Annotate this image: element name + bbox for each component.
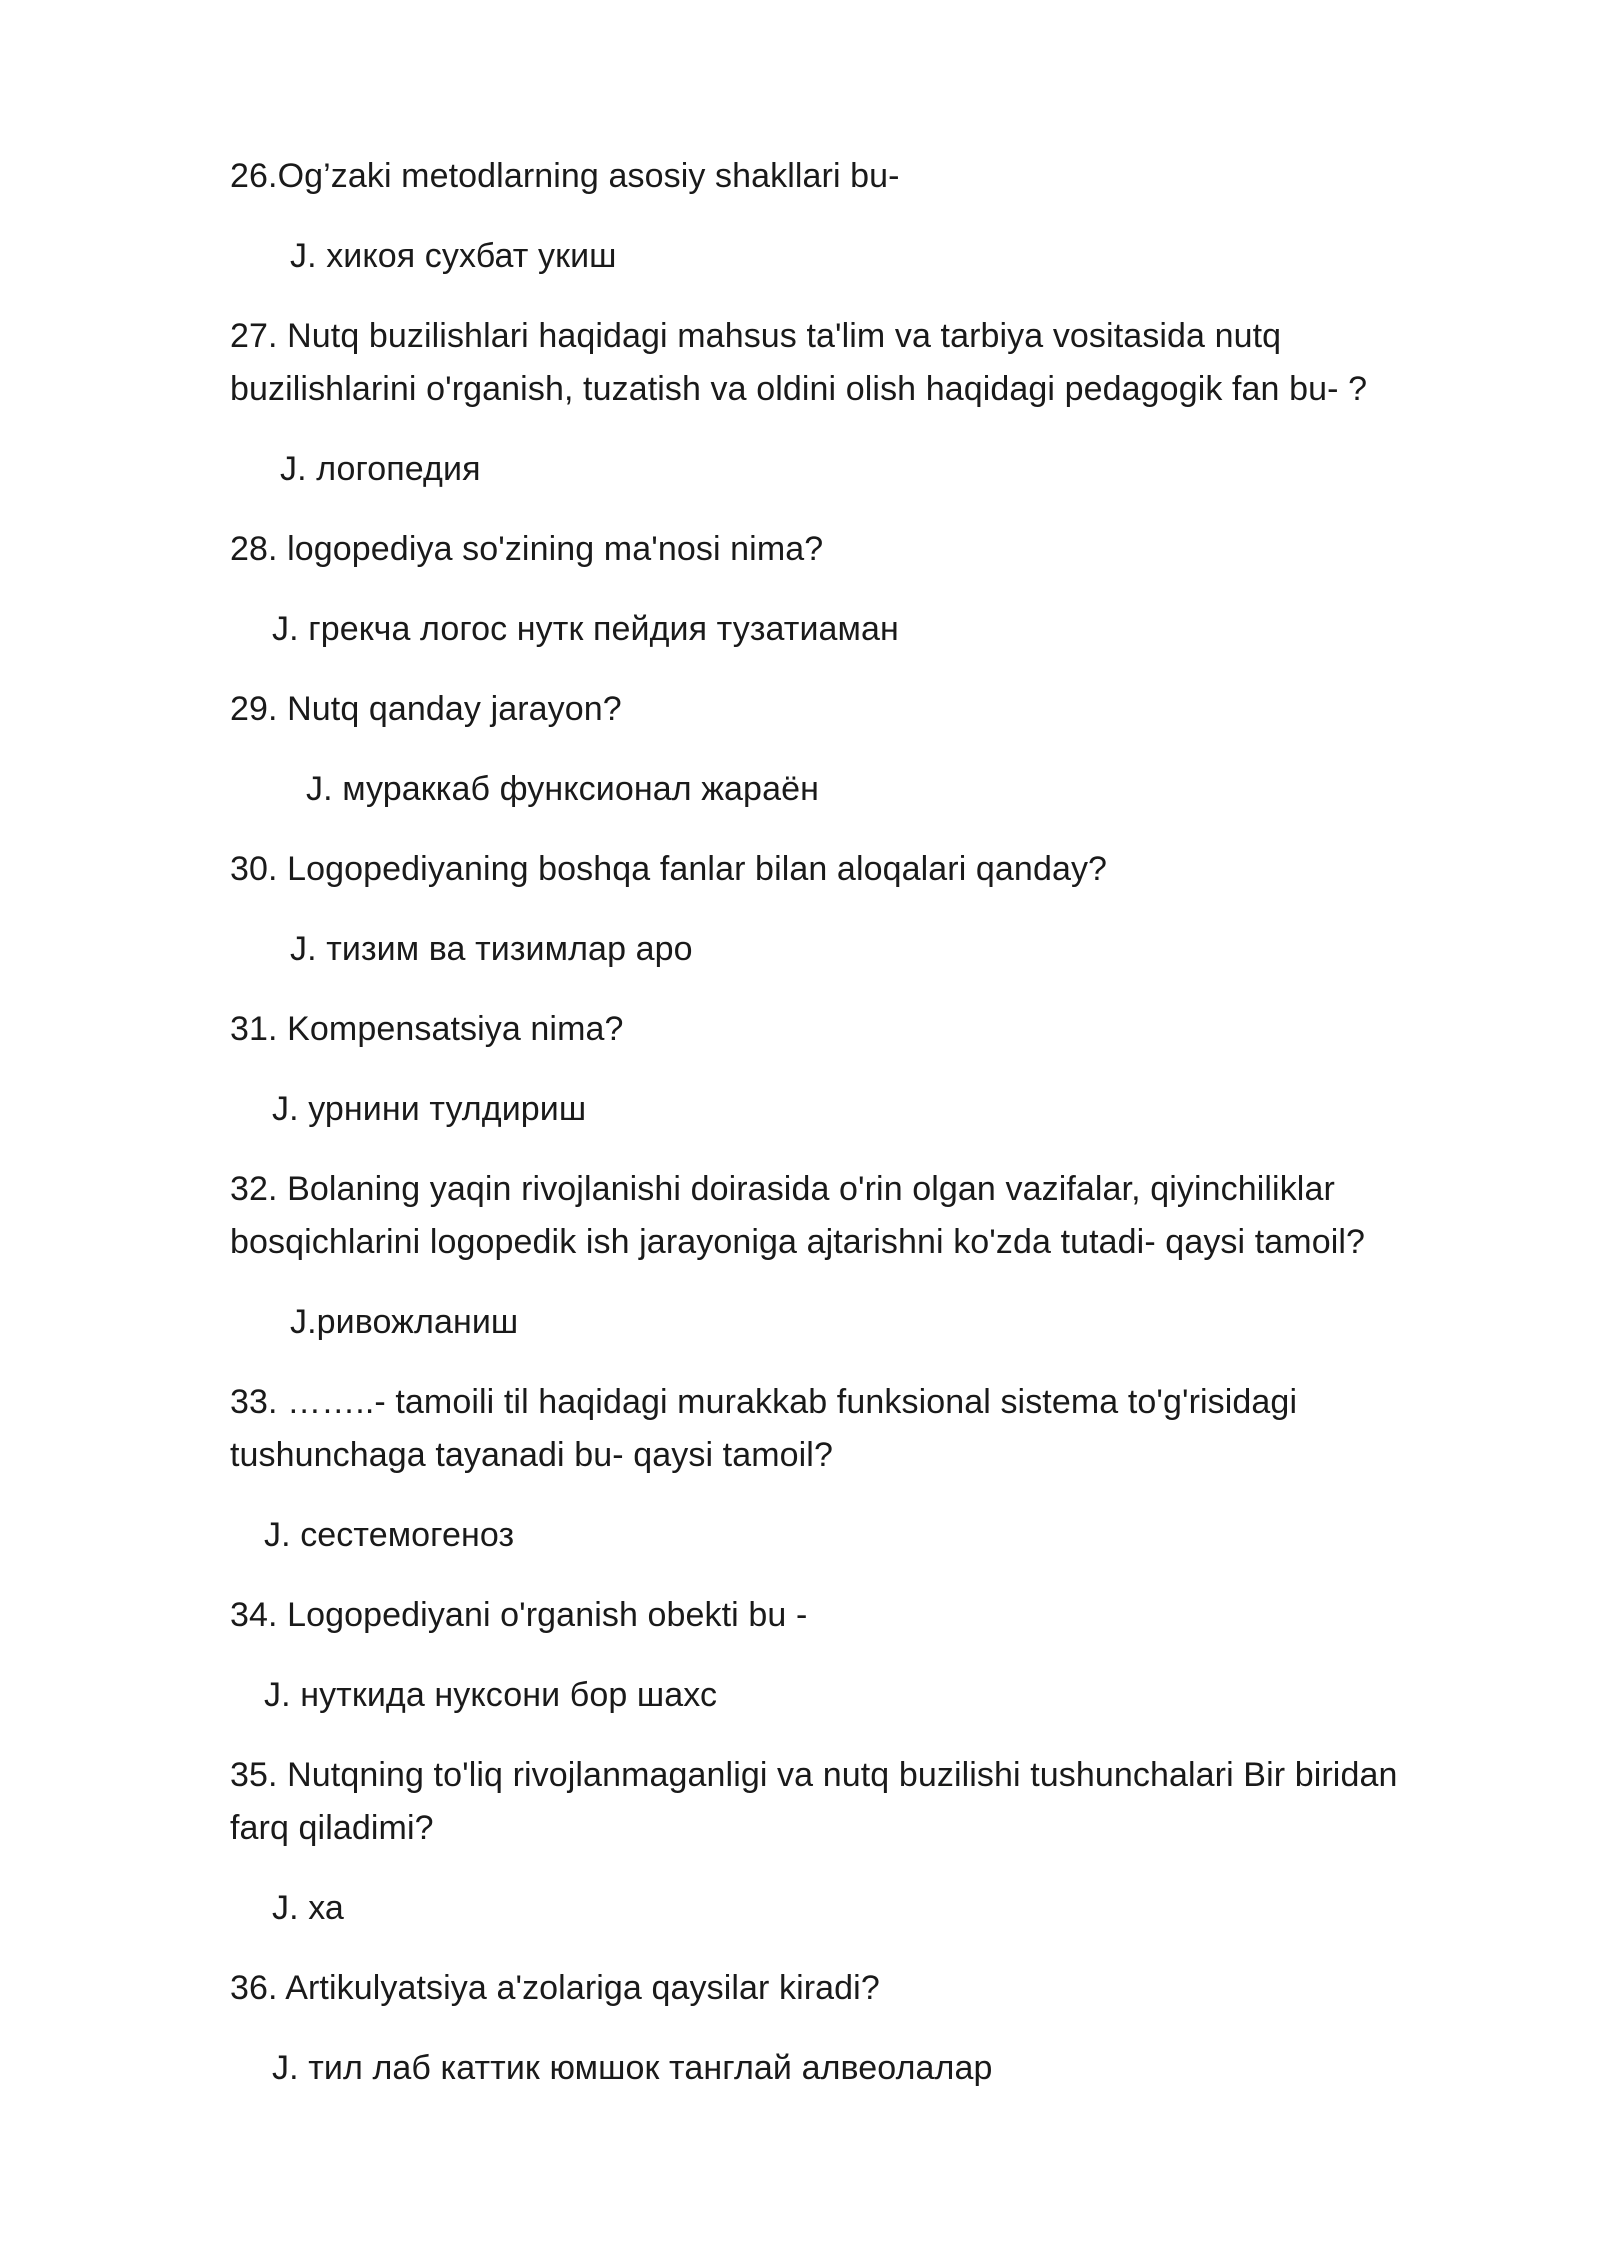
qa-item: [230, 1163, 1450, 1349]
answer-text: J. урнини тулдириш: [272, 1090, 587, 1128]
qa-item: [230, 310, 1450, 496]
answer-text: J. хикоя сухбат укиш: [290, 237, 617, 275]
answer-text: J.ривожланиш: [290, 1303, 519, 1341]
qa-item: [230, 1003, 1450, 1136]
answer-text: J. логопедия: [280, 450, 481, 488]
qa-item: [230, 150, 1450, 283]
question-text: 32. Bolaning yaqin rivojlanishi doirasida o'rin olgan vazifalar, qiyinchiliklar bosqichlarini logopedik ish jarayoniga ajtarishni ko'zda tutadi- qaysi tamoil?: [230, 1170, 1366, 1261]
qa-list: [230, 150, 1450, 2122]
answer-text: J. нуткида нуксони бор шахс: [264, 1676, 718, 1714]
answer-text: J. тизим ва тизимлар аро: [290, 930, 693, 968]
qa-item: [230, 1962, 1450, 2095]
qa-item: [230, 843, 1450, 976]
question-text: 26.Og’zaki metodlarning asosiy shakllari bu-: [230, 157, 900, 195]
qa-item: [230, 1376, 1450, 1562]
answer-text: J. сестемогеноз: [264, 1516, 515, 1554]
question-text: 36. Artikulyatsiya a'zolariga qaysilar kiradi?: [230, 1969, 880, 2007]
qa-item: [230, 1589, 1450, 1722]
answer-text: J. мураккаб функсионал жараён: [306, 770, 819, 808]
question-text: 28. logopediya so'zining ma'nosi nima?: [230, 530, 824, 568]
question-text: 35. Nutqning to'liq rivojlanmaganligi va nutq buzilishi tushunchalari Bir biridan farq qiladimi?: [230, 1756, 1398, 1847]
answer-text: J. тил лаб каттик юмшок танглай алвеолалар: [272, 2049, 993, 2087]
qa-item: [230, 683, 1450, 816]
qa-item: [230, 1749, 1450, 1935]
question-text: 29. Nutq qanday jarayon?: [230, 690, 622, 728]
question-text: 33. ……..- tamoili til haqidagi murakkab funksional sistema to'g'risidagi tushunchaga tayanadi bu- qaysi tamoil?: [230, 1383, 1298, 1474]
answer-text: J. ха: [272, 1889, 344, 1927]
question-text: 31. Kompensatsiya nima?: [230, 1010, 624, 1048]
question-text: 30. Logopediyaning boshqa fanlar bilan aloqalari qanday?: [230, 850, 1108, 888]
answer-text: J. грекча логос нутк пейдия тузатиаман: [272, 610, 899, 648]
question-text: 34. Logopediyani o'rganish obekti bu -: [230, 1596, 808, 1634]
qa-item: [230, 523, 1450, 656]
question-text: 27. Nutq buzilishlari haqidagi mahsus ta'lim va tarbiya vositasida nutq buzilishlarini o'rganish, tuzatish va oldini olish haqidagi pedagogik fan bu- ?: [230, 317, 1368, 408]
